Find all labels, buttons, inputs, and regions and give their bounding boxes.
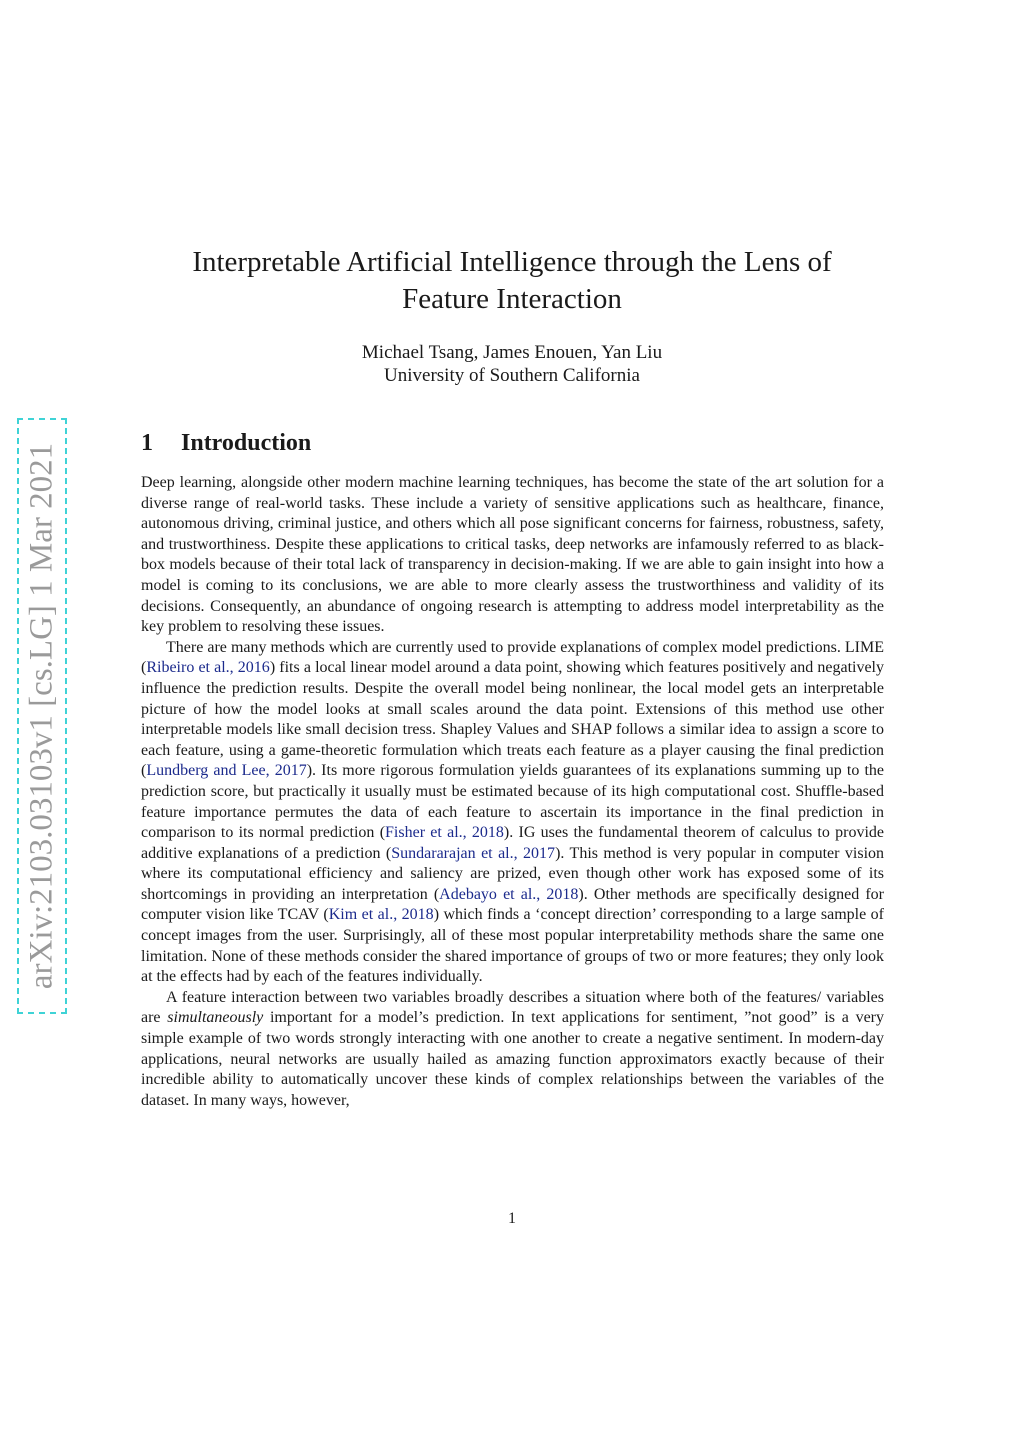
citation-link[interactable]: Adebayo et al., 2018	[439, 885, 579, 903]
section-heading	[141, 430, 311, 457]
paragraph-3	[141, 988, 884, 1112]
citation-link[interactable]: Lundberg and Lee, 2017	[146, 762, 307, 780]
text-run: A feature interaction between two variables broadly describes a situation where both of the features/ variables are	[141, 988, 884, 1027]
text-run: important for a model’s prediction. In text applications for sentiment, ”not good” is a very simple example of two words strongly interacting with one another to create a negative sentiment. In modern-day applications, neural networks are usually hailed as amazing function approximators exactly because of their incredible ability to automatically uncover these kinds of complex relationships between the variables of the dataset. In many ways, however,	[141, 1009, 885, 1109]
paper-title	[140, 244, 884, 318]
text-run: ). IG uses the fundamental theorem of calculus to provide additive explanations of a prediction (	[141, 824, 885, 862]
arxiv-identifier-stamp	[17, 418, 67, 1014]
text-run: ) fits a local linear model around a data point, showing which features positively and negatively influence the prediction results. Despite the overall model being nonlinear, the local model gets an interpretable picture of how the model looks at small scales around the data point. Extensions of this method use other interpretable models like small decision tress. Shapley Values and SHAP follows a similar idea to assign a score to each feature, using a game-theoretic formulation which treats each feature as a player causing the final prediction (	[141, 659, 885, 780]
page-number: 1	[508, 1210, 516, 1227]
section-title: Introduction	[181, 430, 312, 456]
citation-link[interactable]: Sundararajan et al., 2017	[391, 844, 556, 862]
citation-link[interactable]: Kim et al., 2018	[328, 906, 434, 924]
title-line-2: Feature Interaction	[402, 283, 622, 315]
text-run: There are many methods which are currently used to provide explanations of complex model predictions. LIME (	[141, 638, 884, 677]
emphasized-text: simultaneously	[167, 1009, 264, 1027]
citation-link[interactable]: Ribeiro et al., 2016	[146, 659, 270, 677]
text-run: ) which finds a ‘concept direction’ corresponding to a large sample of concept images from the user. Surprisingly, all of these most popular interpretability methods share the same one limitation. None of these methods consider the shared importance of groups of two or more features; they only look at the effects had by each of the features individually.	[141, 906, 884, 986]
citation-link[interactable]: Fisher et al., 2018	[385, 824, 504, 842]
text-run: ). Other methods are specifically designed for computer vision like TCAV (	[141, 885, 884, 924]
section-number: 1	[141, 430, 153, 456]
text-run: ). Its more rigorous formulation yields guarantees of its explanations summing up to the prediction score, but practically it usually must be estimated because of its high computational cost. Shuffle-based feature importance permutes the data of each feature to ascertain its importance in the final prediction in comparison to its normal prediction (	[141, 762, 884, 842]
arxiv-identifier: arXiv:2103.03103v1 [cs.LG] 1 Mar 2021	[23, 442, 60, 990]
paragraph-1: Deep learning, alongside other modern machine learning techniques, has become the state of the art solution for a diverse range of real-world tasks. These include a variety of sensitive applications such as healthcare, finance, autonomous driving, criminal justice, and others which all pose significant concerns for fairness, robustness, safety, and trustworthiness. Despite these applications to critical tasks, deep networks are infamously referred to as black-box models because of their total lack of transparency in decision-making. If we are able to gain insight into how a model is coming to its conclusions, we are able to more clearly assess the trustworthiness and validity of its decisions. Consequently, an abundance of ongoing research is attempting to address model interpretability as the key problem to resolving these issues.	[141, 474, 884, 636]
title-line-1: Interpretable Artificial Intelligence through the Lens of	[192, 246, 832, 278]
body-text	[141, 473, 884, 1111]
text-run: ). This method is very popular in computer vision where its computational efficiency and saliency are prized, even though other work has exposed some of its shortcomings in providing an interpretation (	[141, 844, 885, 903]
author-affiliation: University of Southern California	[384, 365, 640, 386]
paragraph-2	[141, 638, 884, 988]
author-names: Michael Tsang, James Enouen, Yan Liu	[361, 342, 663, 363]
author-block	[140, 341, 884, 387]
